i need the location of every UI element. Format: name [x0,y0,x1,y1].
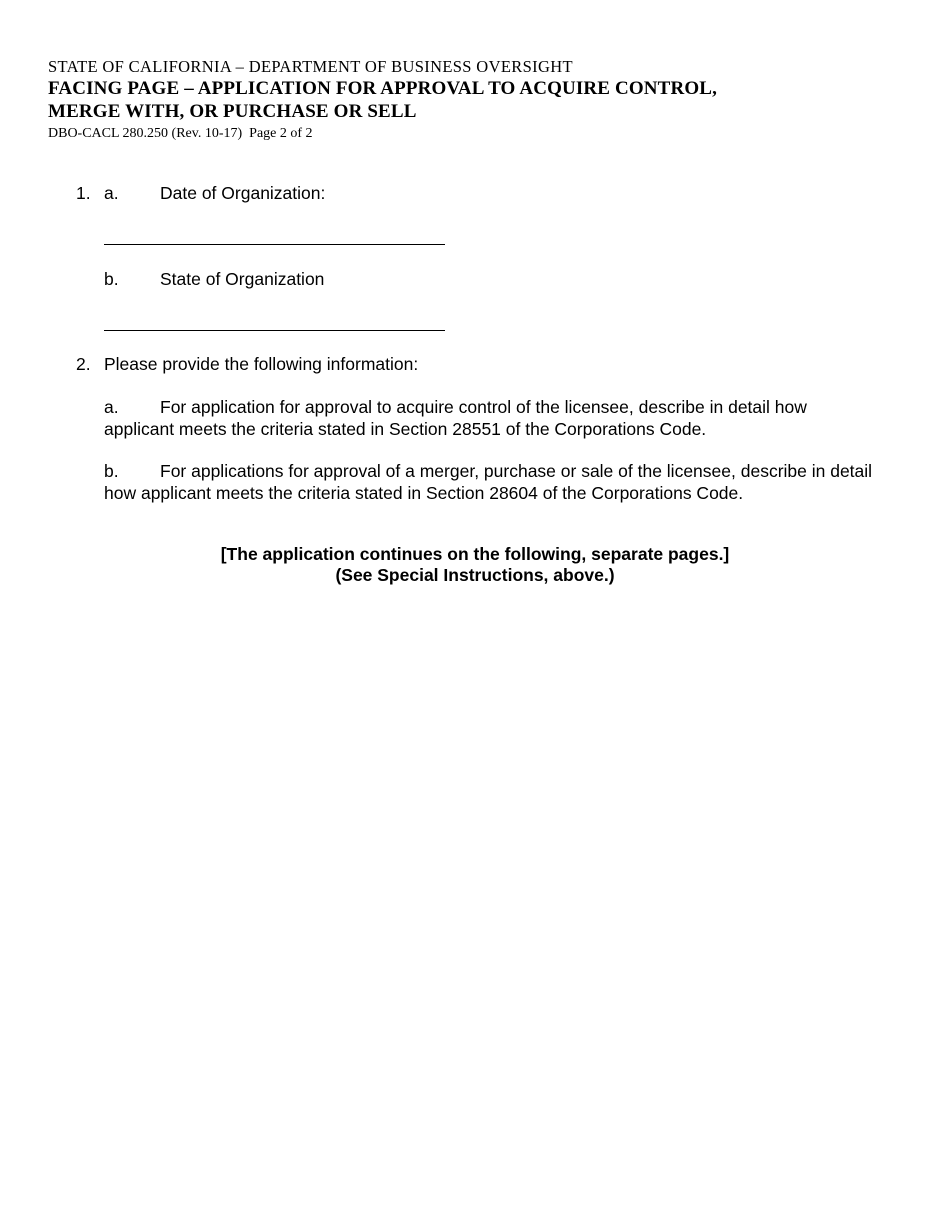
item-1a-letter: a. [104,183,119,203]
item-2b-paragraph [104,460,879,504]
form-title-line-1: FACING PAGE – APPLICATION FOR APPROVAL TO ACQUIRE CONTROL, [48,78,718,99]
date-of-organization-label: Date of Organization: [160,183,326,203]
item-2a-text: For application for approval to acquire control of the licensee, describe in detail how applicant meets the criteria stated in Section 28551 of the Corporations Code. [104,397,807,439]
form-id: DBO-CACL 280.250 (Rev. 10-17) Page 2 of 2 [48,126,313,141]
item-2b-text: For applications for approval of a merger, purchase or sale of the licensee, describe in detail how applicant meets the criteria stated in Section 28604 of the Corporations Code. [104,461,873,503]
closing-line-2: (See Special Instructions, above.) [335,565,615,585]
item-1-number: 1. [76,183,91,203]
agency-name: STATE OF CALIFORNIA – DEPARTMENT OF BUSINESS OVERSIGHT [48,57,573,76]
closing-note [0,544,950,586]
item-2b-letter: b. [104,461,119,481]
item-2-number: 2. [76,354,91,374]
closing-line-1: [The application continues on the following, separate pages.] [220,544,730,564]
state-of-organization-label: State of Organization [160,269,325,289]
item-2-text: Please provide the following information: [104,354,419,374]
state-of-organization-line [104,330,445,331]
form-title-line-2: MERGE WITH, OR PURCHASE OR SELL [48,101,417,122]
item-2a-letter: a. [104,397,119,417]
item-1b-letter: b. [104,269,119,289]
form-header [48,56,908,143]
item-2a-paragraph [104,396,879,440]
date-of-organization-line [104,244,445,245]
